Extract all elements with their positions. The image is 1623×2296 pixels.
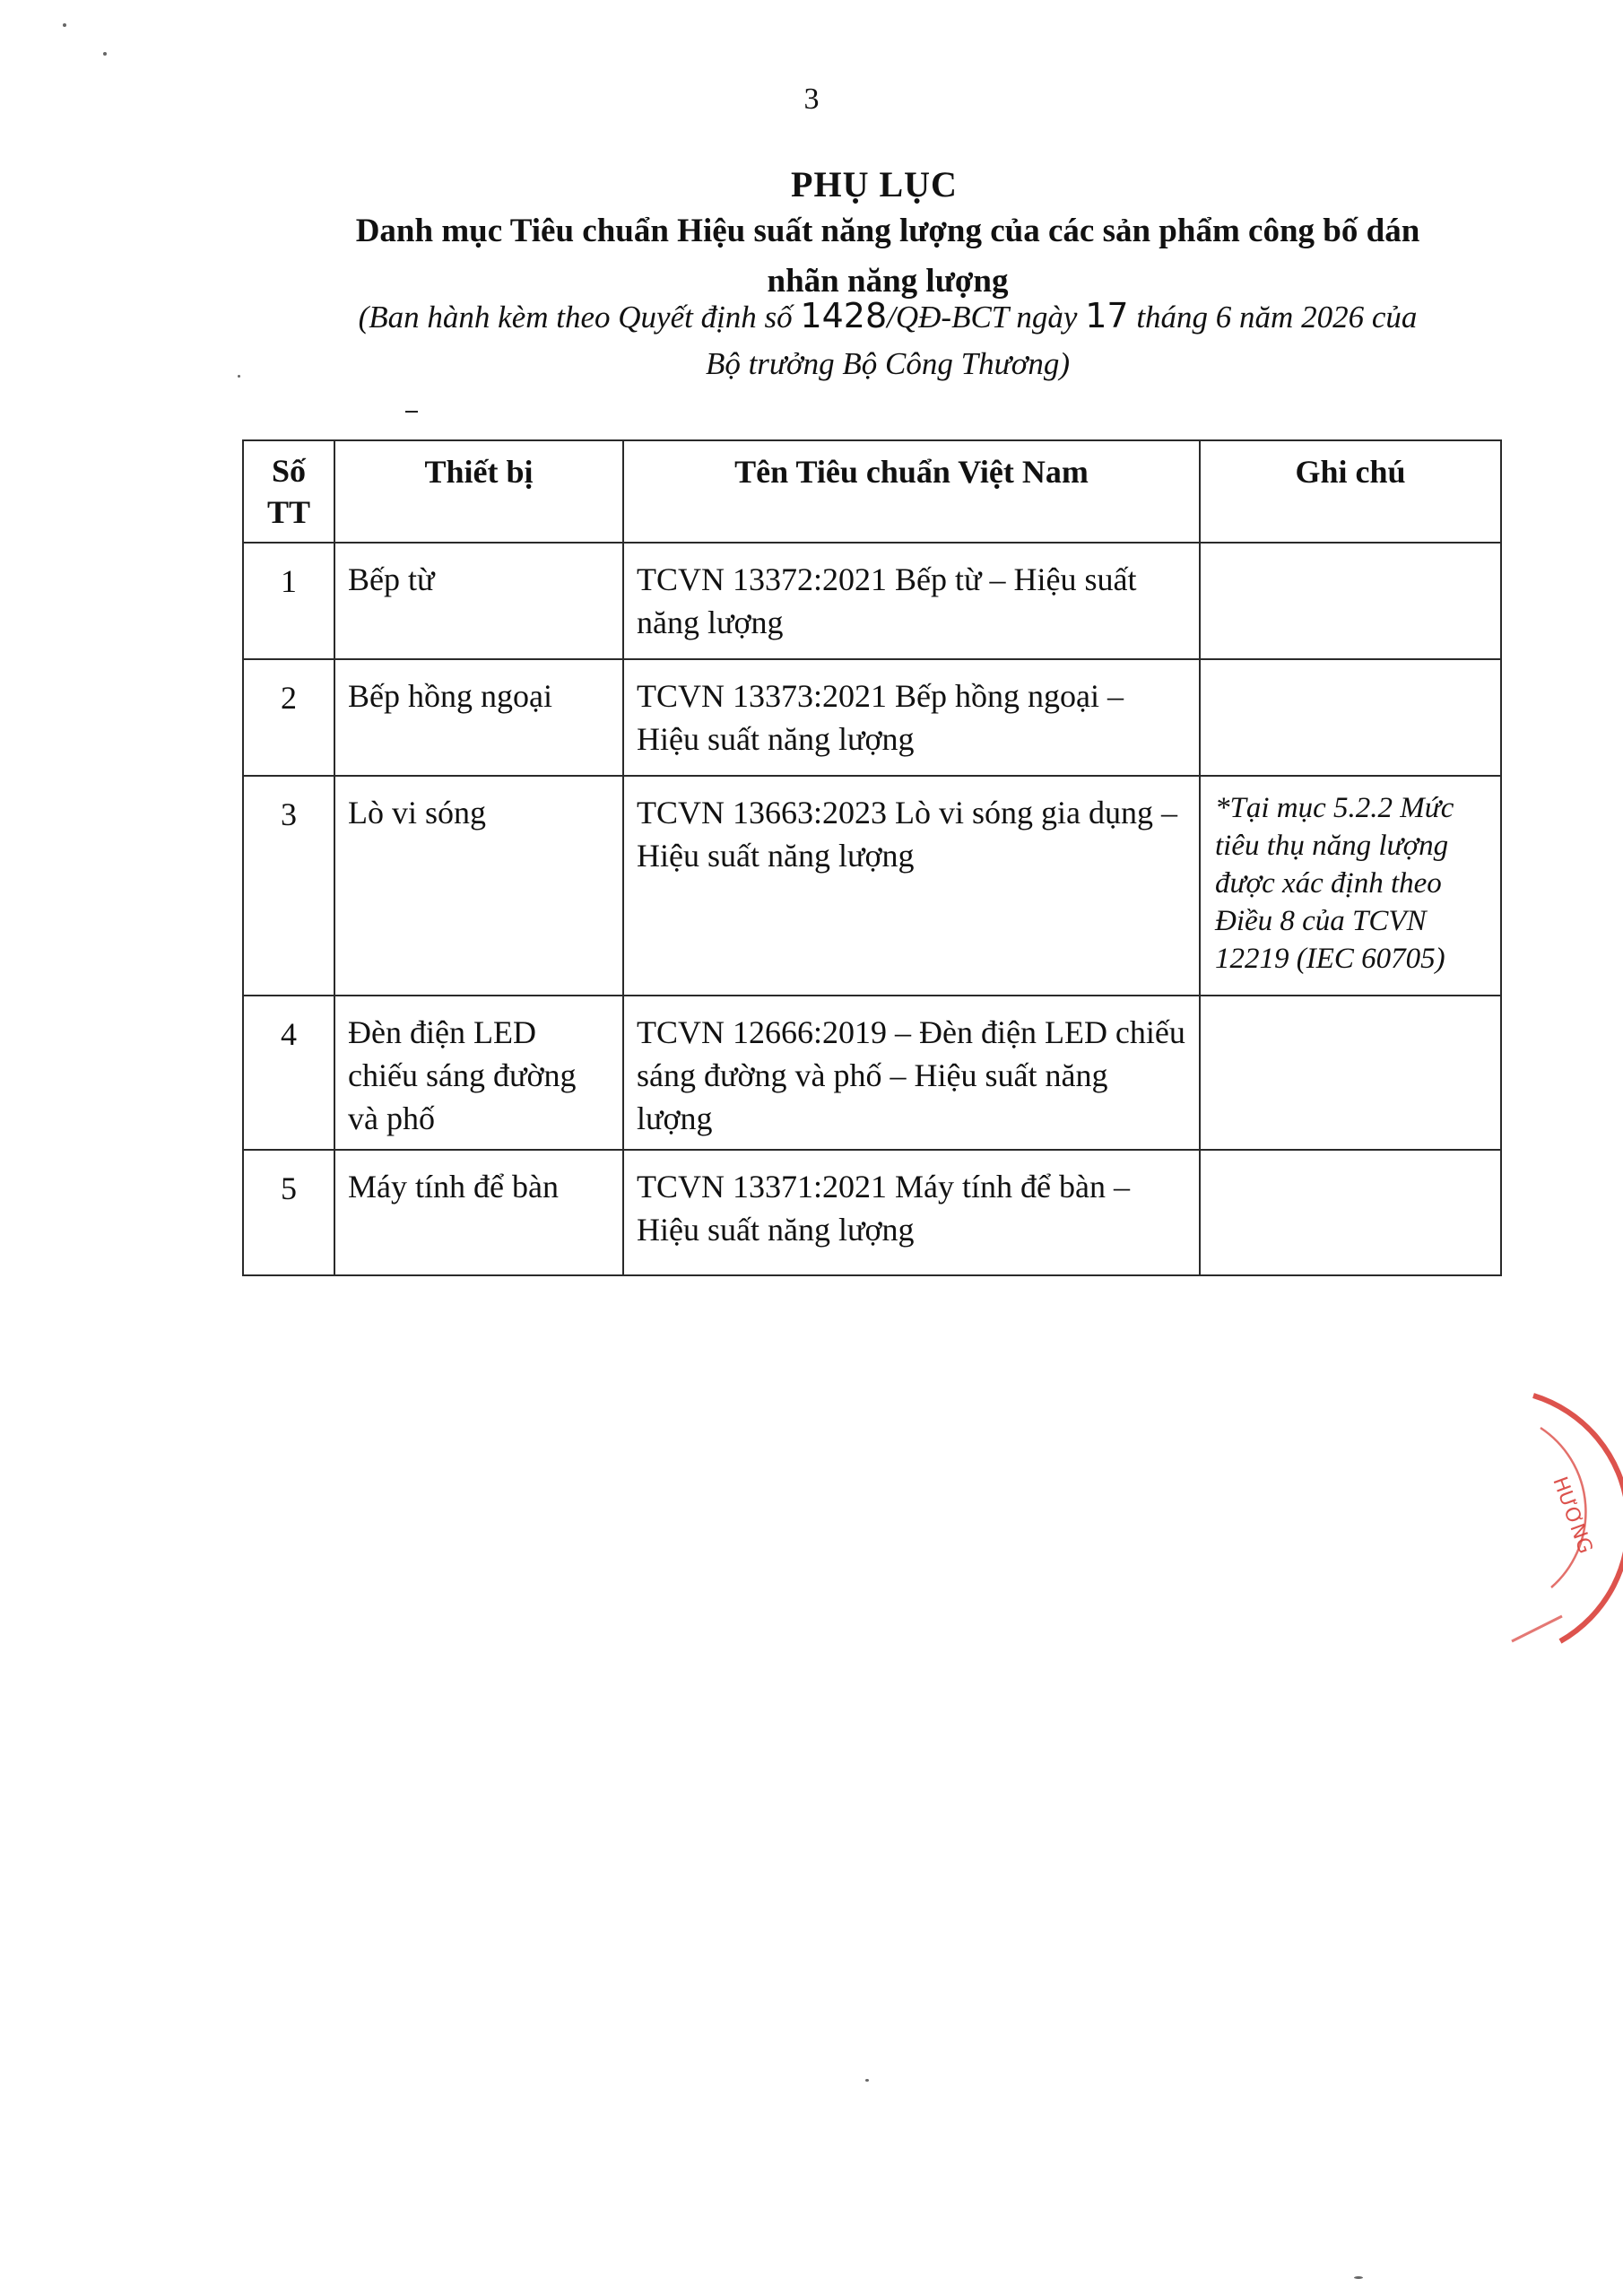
header-note: Ghi chú xyxy=(1200,440,1501,543)
decision-month: tháng 6 xyxy=(1136,300,1232,335)
table-row xyxy=(243,543,1501,659)
table-header-row xyxy=(243,440,1501,543)
row-number: 3 xyxy=(243,776,334,996)
decision-prefix: (Ban hành kèm theo Quyết định số xyxy=(358,300,793,335)
standards-table xyxy=(242,439,1502,1276)
header-device: Thiết bị xyxy=(334,440,623,543)
device-name: Bếp hồng ngoại xyxy=(334,659,623,776)
svg-text:HƯƠNG: HƯƠNG xyxy=(1548,1474,1597,1557)
device-name: Máy tính để bàn xyxy=(334,1150,623,1275)
official-seal xyxy=(1508,1381,1623,1659)
note-cell xyxy=(1200,996,1501,1150)
decision-code: /QĐ-BCT xyxy=(887,300,1009,335)
header-standard: Tên Tiêu chuẩn Việt Nam xyxy=(623,440,1200,543)
heading-line-2: nhãn năng lượng xyxy=(767,263,1009,300)
scan-speck xyxy=(103,52,107,56)
table-body xyxy=(243,543,1501,1275)
row-number: 4 xyxy=(243,996,334,1150)
note-cell xyxy=(1200,543,1501,659)
decision-line-1 xyxy=(260,292,1515,341)
decision-reference xyxy=(260,292,1515,387)
table-row xyxy=(243,996,1501,1150)
scan-speck xyxy=(63,23,66,27)
note-cell: *Tại mục 5.2.2 Mức tiêu thụ năng lượng được xác định theo Điều 8 của TCVN 12219 (IEC 60705) xyxy=(1200,776,1501,996)
decision-date-prefix: ngày xyxy=(1016,300,1078,335)
row-number: 1 xyxy=(243,543,334,659)
page-number: 3 xyxy=(803,83,820,116)
scan-speck xyxy=(1354,2276,1363,2279)
decision-number: 1428 xyxy=(800,296,888,335)
note-cell xyxy=(1200,659,1501,776)
table-row xyxy=(243,776,1501,996)
standard-name: TCVN 13373:2021 Bếp hồng ngoại – Hiệu suất năng lượng xyxy=(623,659,1200,776)
standard-name: TCVN 13663:2023 Lò vi sóng gia dụng – Hiệu suất năng lượng xyxy=(623,776,1200,996)
decision-line-2: Bộ trưởng Bộ Công Thương) xyxy=(705,346,1071,381)
standard-name: TCVN 13371:2021 Máy tính để bàn – Hiệu suất năng lượng xyxy=(623,1150,1200,1275)
device-name: Đèn điện LED chiếu sáng đường và phố xyxy=(334,996,623,1150)
appendix-title: PHỤ LỤC xyxy=(791,164,958,204)
device-name: Lò vi sóng xyxy=(334,776,623,996)
standard-name: TCVN 13372:2021 Bếp từ – Hiệu suất năng lượng xyxy=(623,543,1200,659)
standard-name: TCVN 12666:2019 – Đèn điện LED chiếu sáng đường và phố – Hiệu suất năng lượng xyxy=(623,996,1200,1150)
heading-line-1: Danh mục Tiêu chuẩn Hiệu suất năng lượng của các sản phẩm công bố dán xyxy=(355,213,1420,249)
scan-speck xyxy=(238,375,240,378)
separator-dash xyxy=(405,411,418,413)
header-no: Số TT xyxy=(243,440,334,543)
device-name: Bếp từ xyxy=(334,543,623,659)
note-cell xyxy=(1200,1150,1501,1275)
row-number: 5 xyxy=(243,1150,334,1275)
decision-day: 17 xyxy=(1085,296,1129,335)
table-row xyxy=(243,659,1501,776)
row-number: 2 xyxy=(243,659,334,776)
decision-year: năm 2026 của xyxy=(1239,300,1418,335)
table-row xyxy=(243,1150,1501,1275)
scan-speck xyxy=(865,2079,869,2082)
